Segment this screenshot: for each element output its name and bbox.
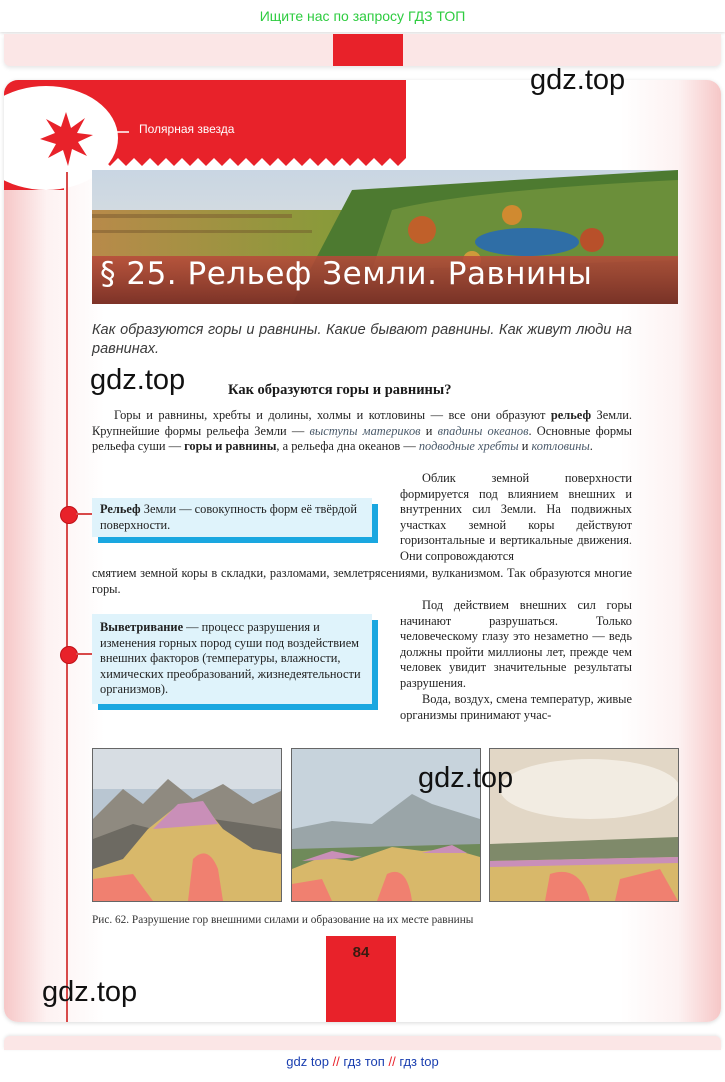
footer-link[interactable]: гдз top: [399, 1054, 439, 1069]
term-underwater-ridges: подводные хребты: [418, 439, 519, 453]
definition-marker: [60, 506, 78, 524]
definition-text: Земли — совокупность форм её твёрдой поверхности.: [100, 502, 358, 532]
text-run: и: [518, 439, 532, 453]
section-heading: Как образуются горы и равнины?: [228, 382, 452, 398]
footer-links: [0, 1054, 725, 1076]
term-basins: котловины: [531, 439, 590, 453]
term-ocean-trenches: впадины океанов: [437, 423, 529, 438]
figure-photo-mountains: [92, 748, 282, 902]
term-mountains-plains: горы и равнины: [184, 439, 277, 453]
figure-caption: Рис. 62. Разрушение гор внешними силами и образование на их месте равнины: [92, 914, 474, 926]
paragraph-4: Вода, воздух, смена температур, живые организмы принимают учас-: [400, 692, 632, 722]
watermark: gdz.top: [418, 762, 514, 794]
text-run: и: [420, 423, 438, 438]
watermark: gdz.top: [90, 364, 186, 396]
definition-marker: [60, 646, 78, 664]
textbook-page: [4, 80, 721, 1022]
text-run: Горы и равнины, хребты и долины, холмы и котловины — все они образуют: [114, 408, 551, 422]
definition-box-weathering: [92, 614, 372, 704]
term-continental-ridges: выступы материков: [309, 423, 421, 438]
term-relief: рельеф: [550, 408, 592, 422]
paragraph-2-column: Облик земной поверхности формируется под влиянием внешних и внутренних сил Земли. На подвижных участках земной коры действуют горизонтальные и вертикальные движения. Они сопровождаются: [400, 471, 632, 563]
footer-link[interactable]: gdz top: [286, 1054, 329, 1069]
definition-term: Рельеф: [100, 502, 141, 516]
polar-star-icon: [37, 110, 95, 168]
figure-photo-plain: [489, 748, 679, 902]
paragraph-2-continued: смятием земной коры в складки, разломами, землетрясениями, вулканизмом. Так образуются многие горы.: [92, 566, 632, 596]
footer-separator: //: [388, 1054, 396, 1069]
previous-page-tab: [333, 34, 403, 66]
margin-rule: [66, 172, 68, 1022]
next-page-edge: [4, 1036, 721, 1050]
definition-box-relief: [92, 498, 372, 537]
series-label: Полярная звезда: [139, 122, 235, 136]
page-number: 84: [352, 944, 370, 961]
definition-text: — процесс разрушения и изменения горных пород суши под воздействием внешних факторов (температуры, влажности, химических преобразований, жизнедеятельности организмов).: [100, 620, 361, 696]
text-run: Земли. Крупнейшие формы рельефа Земли —: [92, 408, 632, 438]
text-run: , а рельефа дна океанов —: [276, 439, 419, 453]
search-hint-text: Ищите нас по запросу ГДЗ ТОП: [259, 8, 466, 24]
footer-link[interactable]: гдз топ: [343, 1054, 385, 1069]
footer-separator: //: [332, 1054, 340, 1069]
text-run: .: [589, 439, 593, 453]
watermark: gdz.top: [530, 64, 626, 96]
chapter-title: § 25. Рельеф Земли. Равнины: [100, 256, 593, 292]
paragraph-3: Под действием внешних сил горы начинают разрушаться. Только человеческому глазу это незаметно — ведь должны пройти миллионы лет, прежде чем человек увидит значительные результаты разрушения.: [400, 598, 632, 690]
paragraph-1: [92, 408, 632, 455]
search-hint-bar: [0, 0, 725, 32]
chapter-intro: Как образуются горы и равнины. Какие бывают равнины. Как живут люди на равнинах.: [92, 322, 632, 357]
watermark: gdz.top: [42, 976, 138, 1008]
text-run: . Основные формы рельефа суши —: [92, 423, 632, 453]
definition-term: Выветривание: [100, 620, 184, 634]
